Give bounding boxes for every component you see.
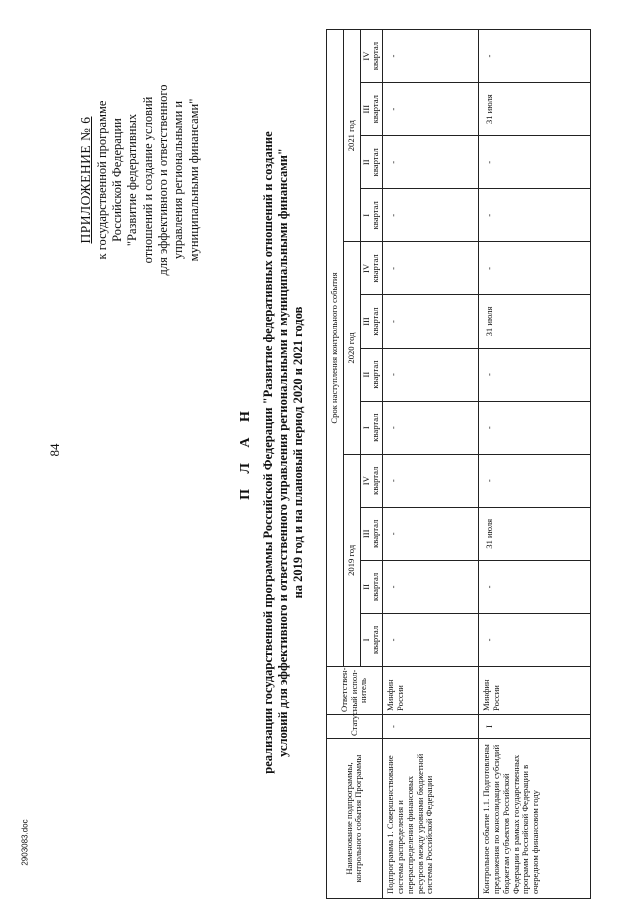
header-year-2021: 2021 год (344, 30, 361, 242)
heading-line-3: на 2019 год и на плановый период 2020 и 2021 годов (290, 306, 305, 599)
header-year-2019: 2019 год (344, 454, 361, 666)
table-row (478, 30, 590, 899)
appendix-line: Российской Федерации (109, 118, 124, 242)
row-cell: - (382, 242, 478, 295)
header-deadline: Срок наступления контрольного события (327, 30, 344, 667)
row-cell: - (478, 560, 590, 613)
plan-title: П Л А Н (238, 405, 253, 500)
appendix-line: для эффективного и ответственного (156, 84, 171, 276)
row-cell: - (382, 83, 478, 136)
appendix-title: ПРИЛОЖЕНИЕ № 6 (78, 116, 93, 244)
header-responsible: Ответствен-ный испол-нитель (327, 667, 383, 715)
row-cell: 31 июля (478, 83, 590, 136)
row-cell: - (382, 507, 478, 560)
row-cell: - (382, 295, 478, 348)
row-cell: - (382, 454, 478, 507)
header-quarter: IV квартал (361, 30, 383, 83)
row-cell: 31 июля (478, 507, 590, 560)
row-cell: - (478, 613, 590, 666)
header-status: Статус (327, 715, 383, 739)
row-responsible: Минфин России (382, 667, 478, 715)
appendix-line: "Развитие федеративных (125, 113, 140, 247)
header-quarter: II квартал (361, 136, 383, 189)
header-quarter: II квартал (361, 348, 383, 401)
header-quarter: III квартал (361, 295, 383, 348)
appendix-line: муниципальными финансами" (186, 98, 201, 262)
appendix-line: управления региональными и (171, 100, 186, 260)
header-quarter: I квартал (361, 189, 383, 242)
row-cell: - (478, 454, 590, 507)
row-status: - (382, 715, 478, 739)
header-quarter: III квартал (361, 83, 383, 136)
heading-line-2: условий для эффективного и ответственного управления региональными и муниципальными финансами" (275, 148, 290, 757)
header-name: Наименование подпрограммы, контрольного события Программы (327, 739, 383, 899)
landscape-sheet (70, 0, 630, 905)
row-name: Контрольное событие 1.1. Подготовлены предложения по консолидации субсидий бюджетам субъектов Российской Федерации в рамках государственных программ Российской Федерации в очередном финансовом году (478, 739, 590, 899)
row-cell: - (478, 348, 590, 401)
row-cell: - (478, 189, 590, 242)
row-cell: - (382, 189, 478, 242)
document-code: 2903083.doc (20, 819, 30, 866)
row-status: I (478, 715, 590, 739)
row-cell: - (382, 30, 478, 83)
header-quarter: IV квартал (361, 242, 383, 295)
row-cell: - (382, 560, 478, 613)
plan-table (326, 29, 591, 899)
row-cell: - (382, 136, 478, 189)
appendix-line: к государственной программе (94, 100, 109, 260)
row-cell: - (478, 401, 590, 454)
row-name: Подпрограмма 1. Совершенствование системы распределения и перераспределения финансовых ресурсов между уровнями бюджетной системы Российской Федерации (382, 739, 478, 899)
row-cell: - (478, 30, 590, 83)
row-cell: - (382, 348, 478, 401)
header-quarter: II квартал (361, 560, 383, 613)
page-number: 84 (47, 443, 62, 457)
header-quarter: I квартал (361, 613, 383, 666)
header-quarter: IV квартал (361, 454, 383, 507)
header-quarter: I квартал (361, 401, 383, 454)
row-cell: - (478, 242, 590, 295)
appendix-block (78, 0, 202, 360)
row-cell: - (478, 136, 590, 189)
row-cell: - (382, 613, 478, 666)
heading-line-1: реализации государственной программы Российской Федерации "Развитие федеративных отношений и создание (260, 131, 275, 774)
header-year-2020: 2020 год (344, 242, 361, 454)
row-cell: - (382, 401, 478, 454)
document-heading (238, 0, 306, 905)
appendix-line: отношений и создание условий (140, 96, 155, 264)
row-cell: 31 июля (478, 295, 590, 348)
table-row (382, 30, 478, 899)
row-responsible: Минфин России (478, 667, 590, 715)
header-quarter: III квартал (361, 507, 383, 560)
